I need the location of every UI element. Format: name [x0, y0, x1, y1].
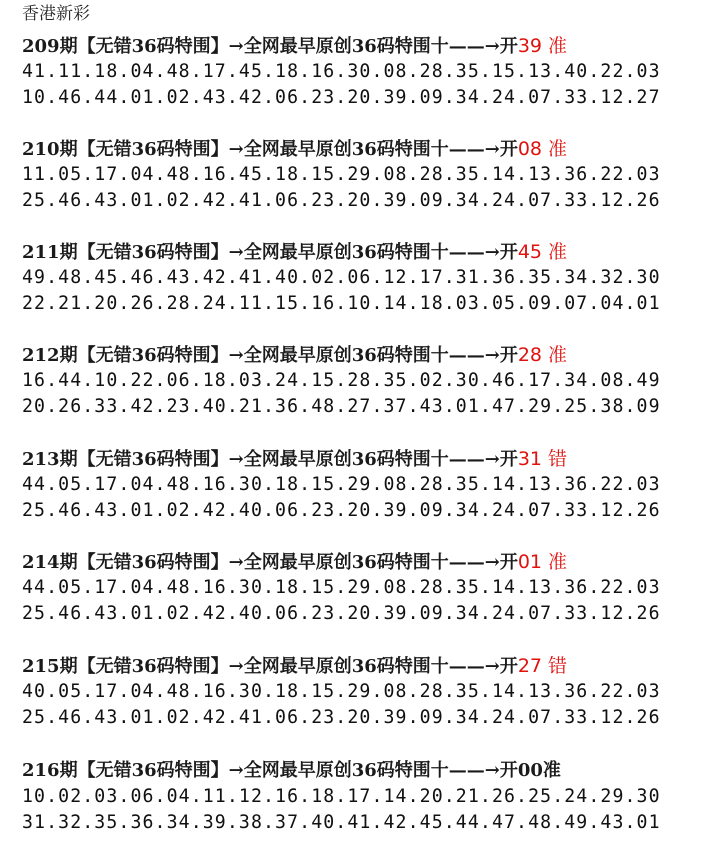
numbers-row-1: 49.48.45.46.43.42.41.40.02.06.12.17.31.36.35.34.32.30 — [22, 267, 661, 288]
result-badge: 28 准 — [517, 344, 568, 366]
header-text: 213期【无错36码特围】→全网最早原创36码特围十——→开 — [22, 449, 518, 470]
header-text: 212期【无错36码特围】→全网最早原创36码特围十——→开 — [22, 345, 518, 366]
header-text: 210期【无错36码特围】→全网最早原创36码特围十——→开 — [22, 139, 518, 160]
numbers-row-1: 11.05.17.04.48.16.45.18.15.29.08.28.35.14.13.36.22.03 — [22, 164, 661, 185]
entry-215 — [22, 653, 712, 731]
header-text: 215期【无错36码特围】→全网最早原创36码特围十——→开 — [22, 656, 518, 677]
numbers-row-1: 40.05.17.04.48.16.30.18.15.29.08.28.35.14.13.36.22.03 — [22, 681, 661, 702]
entry-header — [22, 758, 712, 784]
numbers-row-2: 31.32.35.36.34.39.38.37.40.41.42.45.44.47.48.49.43.01 — [22, 812, 661, 833]
numbers-row-2: 10.46.44.01.02.43.42.06.23.20.39.09.34.24.07.33.12.27 — [22, 87, 661, 108]
numbers-row-1: 44.05.17.04.48.16.30.18.15.29.08.28.35.14.13.36.22.03 — [22, 474, 661, 495]
numbers-row-2: 22.21.20.26.28.24.11.15.16.10.14.18.03.05.09.07.04.01 — [22, 293, 661, 314]
entry-212 — [22, 342, 712, 420]
result-badge: 27 错 — [517, 655, 568, 677]
numbers-row-1: 41.11.18.04.48.17.45.18.16.30.08.28.35.15.13.40.22.03 — [22, 61, 661, 82]
result-badge: 31 错 — [517, 448, 568, 470]
entry-header — [22, 653, 712, 679]
header-text: 209期【无错36码特围】→全网最早原创36码特围十——→开 — [22, 36, 518, 57]
result-badge: 00准 — [517, 760, 561, 781]
entry-header — [22, 136, 712, 162]
result-badge: 45 准 — [517, 241, 568, 263]
header-text: 216期【无错36码特围】→全网最早原创36码特围十——→开 — [22, 760, 518, 781]
entry-header — [22, 549, 712, 575]
entry-210 — [22, 136, 712, 214]
entry-213 — [22, 446, 712, 524]
entry-header — [22, 33, 712, 59]
entry-header — [22, 239, 712, 265]
numbers-row-2: 25.46.43.01.02.42.41.06.23.20.39.09.34.24.07.33.12.26 — [22, 707, 661, 728]
result-badge: 39 准 — [517, 35, 568, 57]
header-text: 214期【无错36码特围】→全网最早原创36码特围十——→开 — [22, 552, 518, 573]
entry-216 — [22, 758, 712, 836]
entry-header — [22, 446, 712, 472]
page-title: 香港新彩 — [22, 4, 90, 24]
header-text: 211期【无错36码特围】→全网最早原创36码特围十——→开 — [22, 242, 518, 263]
numbers-row-2: 20.26.33.42.23.40.21.36.48.27.37.43.01.47.29.25.38.09 — [22, 396, 661, 417]
entry-209 — [22, 33, 712, 111]
numbers-row-1: 44.05.17.04.48.16.30.18.15.29.08.28.35.14.13.36.22.03 — [22, 577, 661, 598]
numbers-row-2: 25.46.43.01.02.42.41.06.23.20.39.09.34.24.07.33.12.26 — [22, 190, 661, 211]
numbers-row-2: 25.46.43.01.02.42.40.06.23.20.39.09.34.24.07.33.12.26 — [22, 500, 661, 521]
entry-214 — [22, 549, 712, 627]
entry-211 — [22, 239, 712, 317]
numbers-row-1: 10.02.03.06.04.11.12.16.18.17.14.20.21.26.25.24.29.30 — [22, 786, 661, 807]
numbers-row-2: 25.46.43.01.02.42.40.06.23.20.39.09.34.24.07.33.12.26 — [22, 603, 661, 624]
numbers-row-1: 16.44.10.22.06.18.03.24.15.28.35.02.30.46.17.34.08.49 — [22, 370, 661, 391]
result-badge: 08 准 — [517, 138, 568, 160]
result-badge: 01 准 — [517, 551, 568, 573]
entry-header — [22, 342, 712, 368]
